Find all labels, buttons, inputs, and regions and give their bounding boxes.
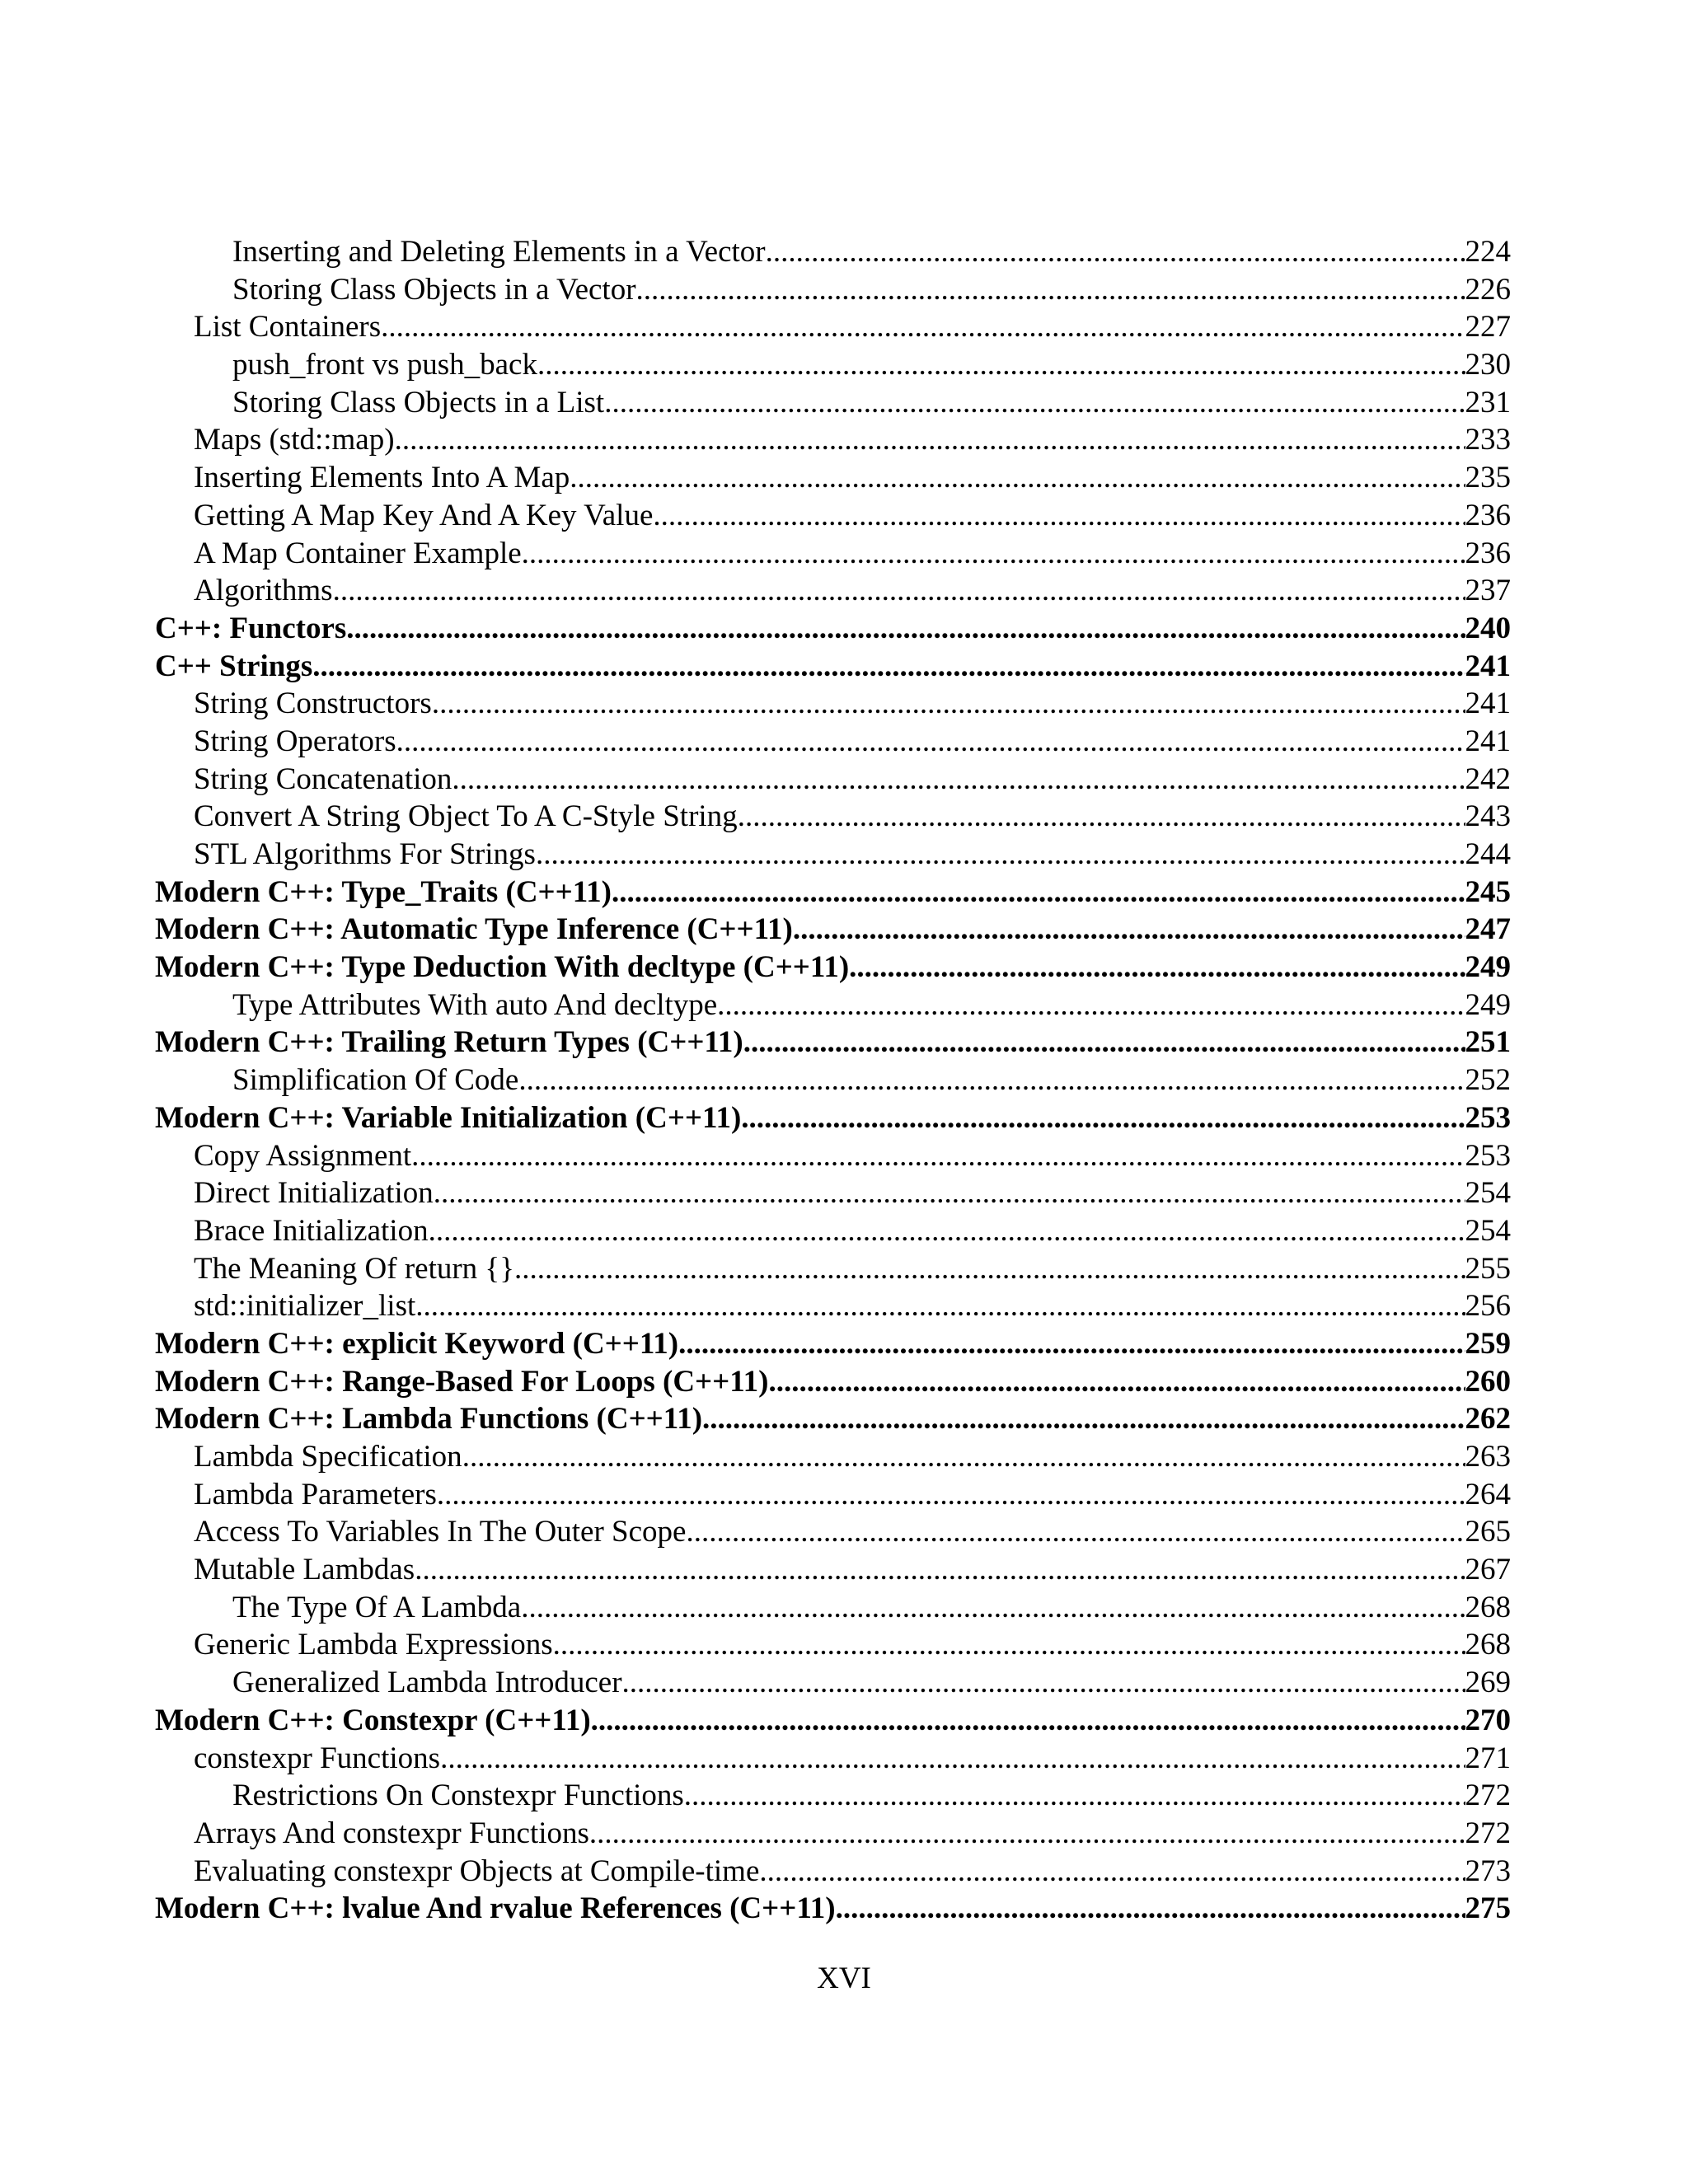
toc-entry-title: Arrays And constexpr Functions	[194, 1816, 589, 1850]
toc-entry-title: Modern C++: Type Deduction With decltype (C++11)	[155, 950, 850, 985]
toc-entry[interactable]	[155, 1400, 1511, 1438]
toc-entry-page: 253	[1465, 1100, 1511, 1135]
toc-entry-title: Modern C++: Constexpr (C++11)	[155, 1703, 591, 1737]
toc-entry-title: Modern C++: explicit Keyword (C++11)	[155, 1326, 679, 1361]
toc-entry-page: 249	[1465, 950, 1511, 985]
toc-entry[interactable]	[155, 1740, 1511, 1778]
toc-entry-title: The Meaning Of return {}	[194, 1251, 514, 1286]
dot-leader	[411, 1137, 1465, 1175]
toc-entry-title: Convert A String Object To A C-Style String	[194, 799, 738, 834]
toc-entry[interactable]	[155, 1099, 1511, 1137]
dot-leader	[440, 1740, 1465, 1778]
toc-entry-title: Modern C++: Type_Traits (C++11)	[155, 874, 612, 909]
toc-entry[interactable]	[155, 1363, 1511, 1401]
toc-entry-title: Storing Class Objects in a List	[232, 385, 605, 419]
toc-entry[interactable]	[155, 1589, 1511, 1627]
toc-entry[interactable]	[155, 723, 1511, 761]
toc-entry-page: 235	[1465, 461, 1511, 495]
toc-entry-page: 227	[1465, 310, 1511, 344]
toc-entry-page: 255	[1465, 1251, 1511, 1286]
toc-entry[interactable]	[155, 1024, 1511, 1062]
toc-entry-page: 252	[1465, 1063, 1511, 1098]
toc-entry[interactable]	[155, 798, 1511, 836]
toc-entry-title: Modern C++: Variable Initialization (C++11)	[155, 1100, 742, 1135]
toc-entry-page: 242	[1465, 762, 1511, 796]
toc-entry-title: std::initializer_list	[194, 1289, 416, 1324]
toc-entry-page: 271	[1465, 1741, 1511, 1775]
dot-leader	[462, 1438, 1465, 1476]
toc-entry[interactable]	[155, 1438, 1511, 1476]
toc-entry[interactable]	[155, 685, 1511, 723]
toc-entry[interactable]	[155, 271, 1511, 309]
dot-leader	[522, 535, 1465, 573]
toc-entry-page: 254	[1465, 1176, 1511, 1211]
toc-entry-title: constexpr Functions	[194, 1741, 441, 1775]
toc-entry[interactable]	[155, 1853, 1511, 1891]
toc-entry-title: Lambda Parameters	[194, 1477, 437, 1511]
dot-leader	[622, 1664, 1465, 1702]
dot-leader	[437, 1476, 1465, 1514]
dot-leader	[686, 1513, 1465, 1551]
dot-leader	[836, 1890, 1465, 1928]
dot-leader	[415, 1287, 1465, 1325]
toc-entry-title: C++ Strings	[155, 649, 313, 683]
dot-leader	[741, 1099, 1465, 1137]
toc-entry-page: 237	[1465, 574, 1511, 608]
toc-entry[interactable]	[155, 308, 1511, 346]
dot-leader	[684, 1777, 1465, 1815]
dot-leader	[415, 1551, 1465, 1589]
toc-entry-page: 275	[1465, 1891, 1511, 1926]
toc-entry[interactable]	[155, 874, 1511, 912]
toc-entry-title: C++: Functors	[155, 611, 347, 645]
dot-leader	[759, 1853, 1465, 1891]
toc-entry-page: 241	[1465, 724, 1511, 758]
dot-leader	[395, 421, 1465, 459]
toc-entry-page: 254	[1465, 1213, 1511, 1248]
toc-entry[interactable]	[155, 1513, 1511, 1551]
dot-leader	[717, 987, 1465, 1024]
toc-entry[interactable]	[155, 1062, 1511, 1099]
toc-entry-page: 226	[1465, 272, 1511, 307]
toc-entry-title: STL Algorithms For Strings	[194, 837, 536, 871]
toc-entry[interactable]	[155, 346, 1511, 384]
toc-entry-title: Modern C++: Range-Based For Loops (C++11)	[155, 1364, 769, 1399]
toc-entry-page: 269	[1465, 1666, 1511, 1700]
toc-entry-page: 245	[1465, 874, 1511, 909]
dot-leader	[429, 1212, 1465, 1250]
toc-entry-title: Modern C++: Lambda Functions (C++11)	[155, 1402, 703, 1436]
dot-leader	[570, 459, 1465, 497]
toc-entry-title: A Map Container Example	[194, 536, 522, 570]
toc-entry-page: 251	[1465, 1025, 1511, 1060]
toc-entry-title: Simplification Of Code	[232, 1063, 519, 1098]
toc-entry-page: 243	[1465, 799, 1511, 834]
toc-entry[interactable]	[155, 1890, 1511, 1928]
toc-entry-page: 244	[1465, 837, 1511, 871]
dot-leader	[536, 836, 1465, 874]
toc-entry[interactable]	[155, 1476, 1511, 1514]
toc-entry[interactable]	[155, 233, 1511, 271]
toc-entry[interactable]	[155, 987, 1511, 1024]
toc-entry-page: 265	[1465, 1515, 1511, 1549]
toc-entry-title: Modern C++: Automatic Type Inference (C++11)	[155, 912, 793, 947]
toc-entry[interactable]	[155, 761, 1511, 799]
toc-entry-page: 253	[1465, 1138, 1511, 1173]
toc-entry-title: The Type Of A Lambda	[232, 1590, 522, 1624]
toc-entry-page: 236	[1465, 536, 1511, 570]
toc-entry-title: Inserting Elements Into A Map	[194, 461, 570, 495]
dot-leader	[333, 572, 1465, 610]
dot-leader	[678, 1325, 1465, 1363]
toc-entry-page: 256	[1465, 1289, 1511, 1324]
toc-entry[interactable]	[155, 535, 1511, 573]
toc-entry[interactable]	[155, 1551, 1511, 1589]
toc-entry-title: List Containers	[194, 310, 382, 344]
toc-entry[interactable]	[155, 1815, 1511, 1853]
toc-entry-page: 260	[1465, 1364, 1511, 1399]
toc-entry[interactable]	[155, 459, 1511, 497]
toc-entry[interactable]	[155, 1212, 1511, 1250]
toc-entry-title: push_front vs push_back	[232, 348, 537, 382]
toc-entry-title: String Concatenation	[194, 762, 452, 796]
toc-entry-page: 268	[1465, 1590, 1511, 1624]
toc-entry-title: Maps (std::map)	[194, 423, 395, 457]
dot-leader	[653, 497, 1465, 535]
toc-entry-title: Restrictions On Constexpr Functions	[232, 1779, 684, 1813]
toc-entry-title: String Operators	[194, 724, 396, 758]
toc-entry-page: 231	[1465, 385, 1511, 419]
dot-leader	[589, 1815, 1465, 1853]
toc-entry[interactable]	[155, 1702, 1511, 1740]
page-number: XVI	[817, 1961, 871, 1995]
table-of-contents	[155, 233, 1511, 1928]
toc-entry-title: Getting A Map Key And A Key Value	[194, 498, 654, 532]
toc-entry-page: 267	[1465, 1553, 1511, 1587]
toc-entry-page: 230	[1465, 348, 1511, 382]
toc-entry-page: 264	[1465, 1477, 1511, 1511]
dot-leader	[738, 798, 1465, 836]
dot-leader	[346, 610, 1465, 648]
dot-leader	[432, 685, 1465, 723]
dot-leader	[636, 271, 1465, 309]
toc-entry[interactable]	[155, 1250, 1511, 1288]
toc-entry-page: 233	[1465, 423, 1511, 457]
toc-entry-page: 273	[1465, 1854, 1511, 1888]
toc-entry-title: String Constructors	[194, 687, 432, 721]
toc-entry[interactable]	[155, 1664, 1511, 1702]
toc-entry-title: Inserting and Deleting Elements in a Vector	[232, 235, 766, 269]
dot-leader	[381, 308, 1465, 346]
toc-entry[interactable]	[155, 836, 1511, 874]
toc-entry[interactable]	[155, 949, 1511, 987]
dot-leader	[518, 1062, 1465, 1099]
toc-entry[interactable]	[155, 911, 1511, 949]
toc-entry[interactable]	[155, 384, 1511, 422]
toc-entry[interactable]	[155, 1287, 1511, 1325]
dot-leader	[849, 949, 1465, 987]
toc-entry-title: Generic Lambda Expressions	[194, 1628, 553, 1662]
dot-leader	[312, 648, 1465, 686]
dot-leader	[591, 1702, 1465, 1740]
toc-entry-title: Lambda Specification	[194, 1440, 462, 1474]
toc-entry-page: 268	[1465, 1628, 1511, 1662]
toc-entry[interactable]	[155, 1174, 1511, 1212]
toc-entry-page: 259	[1465, 1326, 1511, 1361]
toc-entry-title: Direct Initialization	[194, 1176, 434, 1211]
toc-entry-title: Storing Class Objects in a Vector	[232, 272, 636, 307]
dot-leader	[793, 911, 1465, 949]
dot-leader	[537, 346, 1465, 384]
dot-leader	[396, 723, 1465, 761]
dot-leader	[766, 233, 1465, 271]
toc-entry-page: 240	[1465, 611, 1511, 645]
toc-entry-title: Modern C++: lvalue And rvalue References (C++11)	[155, 1891, 836, 1926]
dot-leader	[612, 874, 1465, 912]
dot-leader	[514, 1250, 1465, 1288]
toc-entry-title: Modern C++: Trailing Return Types (C++11)	[155, 1025, 743, 1060]
toc-entry-title: Generalized Lambda Introducer	[232, 1666, 622, 1700]
toc-entry-page: 263	[1465, 1440, 1511, 1474]
toc-entry-title: Type Attributes With auto And decltype	[232, 987, 718, 1022]
toc-entry-page: 270	[1465, 1703, 1511, 1737]
dot-leader	[521, 1589, 1465, 1627]
dot-leader	[452, 761, 1465, 799]
toc-entry[interactable]	[155, 1137, 1511, 1175]
toc-entry-page: 249	[1465, 987, 1511, 1022]
dot-leader	[434, 1174, 1465, 1212]
toc-entry-page: 262	[1465, 1402, 1511, 1436]
toc-entry-page: 241	[1465, 649, 1511, 683]
toc-entry-title: Copy Assignment	[194, 1138, 412, 1173]
toc-entry[interactable]	[155, 1777, 1511, 1815]
toc-entry-title: Evaluating constexpr Objects at Compile-time	[194, 1854, 760, 1888]
toc-entry[interactable]	[155, 1626, 1511, 1664]
toc-entry-title: Mutable Lambdas	[194, 1553, 415, 1587]
toc-entry[interactable]	[155, 1325, 1511, 1363]
toc-entry-title: Algorithms	[194, 574, 333, 608]
toc-entry-page: 272	[1465, 1779, 1511, 1813]
toc-entry[interactable]	[155, 610, 1511, 648]
toc-entry[interactable]	[155, 648, 1511, 686]
toc-entry-page: 236	[1465, 498, 1511, 532]
dot-leader	[743, 1024, 1465, 1062]
toc-entry[interactable]	[155, 572, 1511, 610]
dot-leader	[553, 1626, 1465, 1664]
toc-entry-title: Access To Variables In The Outer Scope	[194, 1515, 687, 1549]
dot-leader	[769, 1363, 1465, 1401]
toc-entry-page: 272	[1465, 1816, 1511, 1850]
dot-leader	[702, 1400, 1465, 1438]
toc-entry-page: 224	[1465, 235, 1511, 269]
toc-entry-title: Brace Initialization	[194, 1213, 429, 1248]
dot-leader	[604, 384, 1465, 422]
toc-entry-page: 241	[1465, 687, 1511, 721]
toc-entry[interactable]	[155, 497, 1511, 535]
toc-entry-page: 247	[1465, 912, 1511, 947]
toc-entry[interactable]	[155, 421, 1511, 459]
